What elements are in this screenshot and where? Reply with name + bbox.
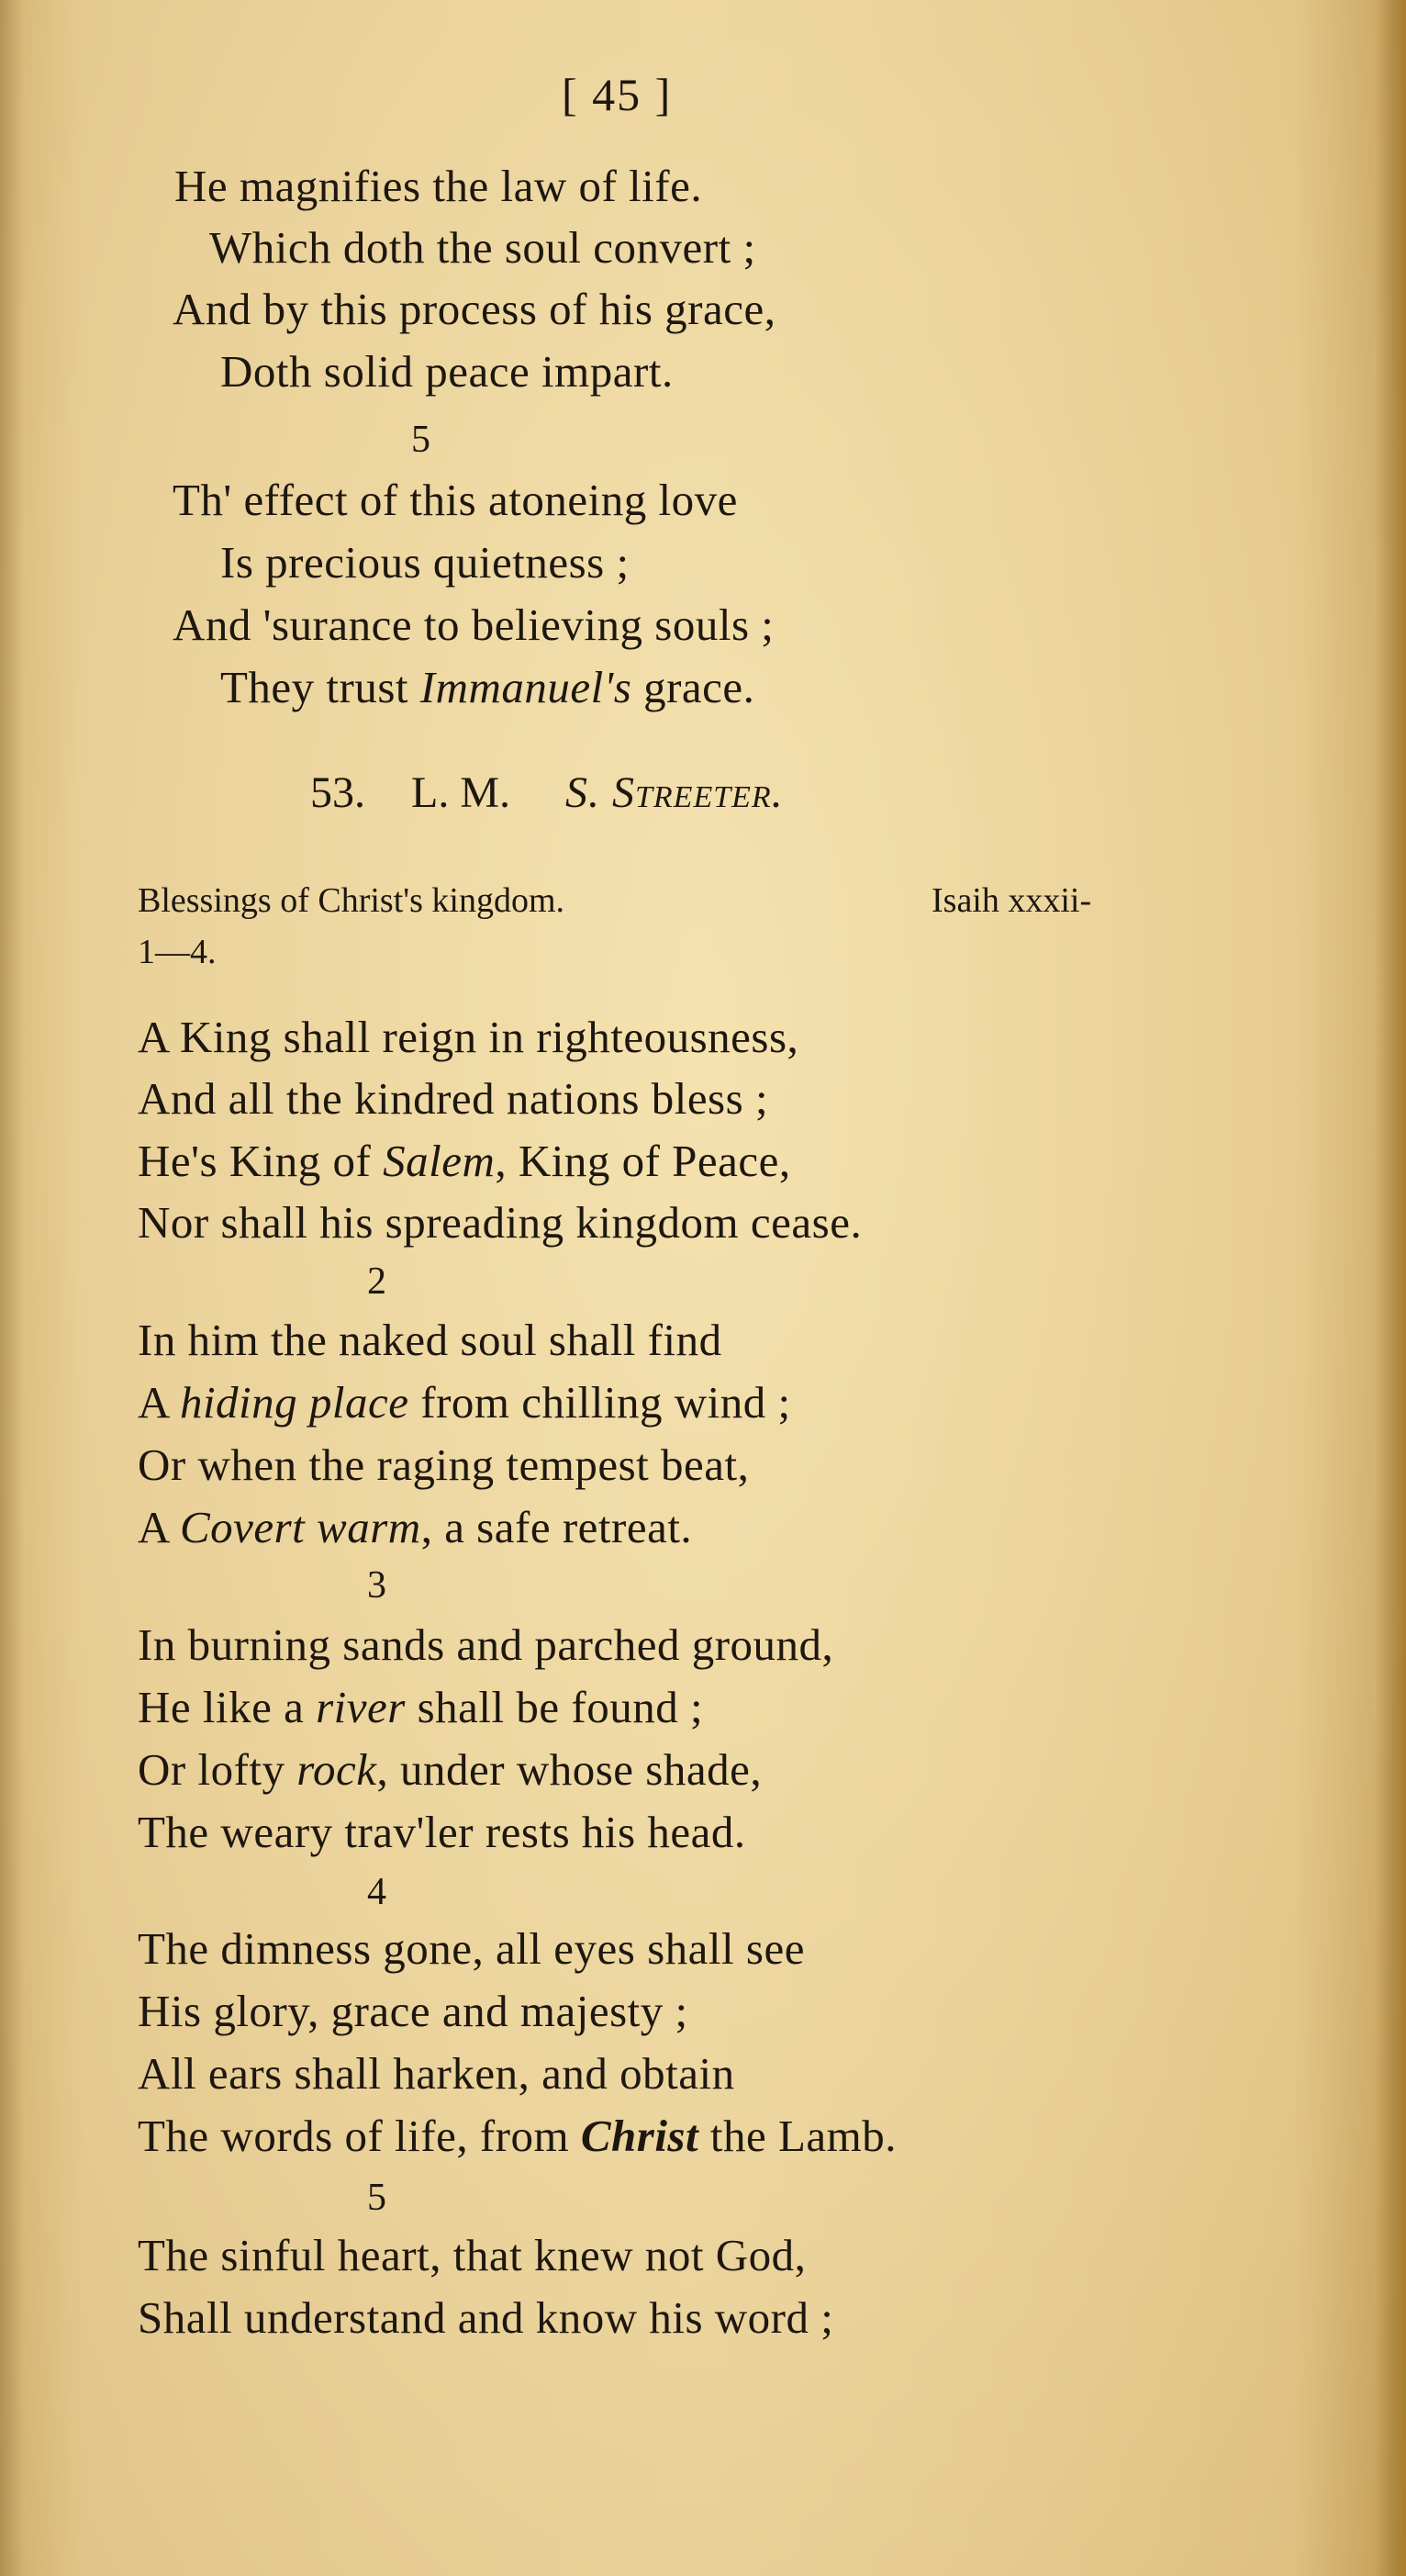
hymn-subject: Blessings of Christ's kingdom.: [138, 881, 564, 920]
verse-line: And by this process of his grace,: [173, 284, 776, 334]
verse-line: And all the kindred nations bless ;: [138, 1073, 769, 1124]
hymn-reference-continued: 1—4.: [138, 933, 217, 971]
verse-line: Or lofty rock, under whose shade,: [138, 1744, 763, 1795]
hymn-number: 53.: [310, 768, 365, 817]
verse-line: The weary trav'ler rests his head.: [138, 1807, 746, 1857]
stanza-number: 2: [367, 1260, 386, 1303]
verse-line: He's King of Salem, King of Peace,: [138, 1136, 791, 1186]
hymn-reference: Isaih xxxii-: [932, 881, 1092, 920]
stanza-number: 5: [367, 2177, 386, 2219]
stanza-number: 3: [367, 1564, 386, 1607]
verse-line: They trust Immanuel's grace.: [220, 662, 755, 712]
verse-line: A hiding place from chilling wind ;: [138, 1377, 791, 1428]
verse-line: Nor shall his spreading kingdom cease.: [138, 1197, 863, 1248]
verse-line: The sinful heart, that knew not God,: [138, 2230, 807, 2280]
verse-line: Is precious quietness ;: [220, 537, 630, 588]
verse-line: His glory, grace and majesty ;: [138, 1986, 688, 2036]
verse-line: Shall understand and know his word ;: [138, 2292, 834, 2343]
page-number-header: [ 45 ]: [562, 69, 673, 120]
stanza-number: 5: [411, 419, 430, 461]
page-right-edge: [1375, 0, 1406, 2576]
verse-line: He magnifies the law of life.: [174, 161, 703, 211]
page-left-edge: [0, 0, 24, 2576]
hymn-author: S. Streeter.: [565, 768, 784, 817]
hymn-heading: [310, 768, 784, 817]
verse-line: Or when the raging tempest beat,: [138, 1439, 750, 1490]
verse-line: Doth solid peace impart.: [220, 346, 674, 397]
verse-line: All ears shall harken, and obtain: [138, 2048, 735, 2099]
verse-line: In burning sands and parched ground,: [138, 1619, 834, 1670]
verse-line: A Covert warm, a safe retreat.: [138, 1502, 693, 1552]
hymn-meter: L. M.: [411, 768, 510, 817]
verse-line: He like a river shall be found ;: [138, 1682, 704, 1732]
verse-line: In him the naked soul shall find: [138, 1315, 722, 1365]
verse-line: The words of life, from Christ the Lamb.: [138, 2111, 898, 2161]
verse-line: Which doth the soul convert ;: [209, 222, 756, 273]
verse-line: Th' effect of this atoneing love: [173, 475, 738, 525]
verse-line: And 'surance to believing souls ;: [173, 599, 775, 650]
verse-line: A King shall reign in righteousness,: [138, 1012, 799, 1062]
verse-line: The dimness gone, all eyes shall see: [138, 1923, 805, 1974]
stanza-number: 4: [367, 1871, 386, 1913]
